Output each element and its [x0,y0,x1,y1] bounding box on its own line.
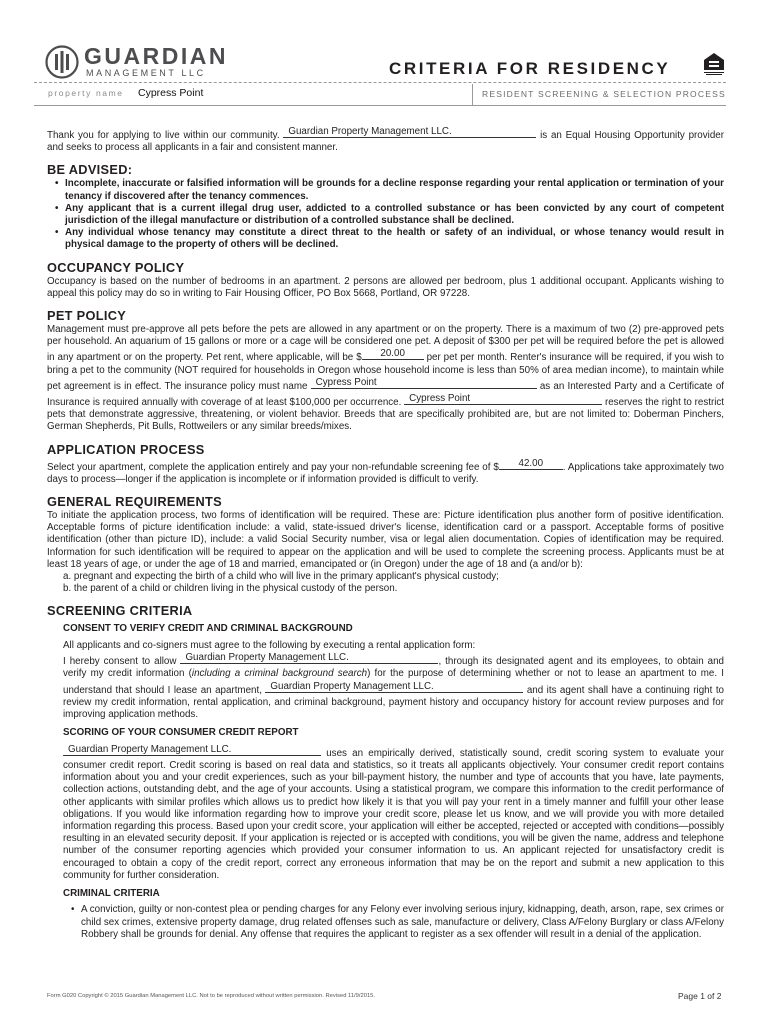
list-item: • Incomplete, inaccurate or falsified information will be grounds for a decline response regarding your rental application or termination of your tenancy if discovered after the tenancy commences. [65,178,724,202]
general-requirements-heading: GENERAL REQUIREMENTS [47,494,222,510]
credit-scoring-heading: SCORING OF YOUR CONSUMER CREDIT REPORT [63,727,299,739]
list-item: • Any individual whose tenancy may constitute a direct threat to the health or safety of an individual, or whose tenancy would result in physical damage to the property of others will be declined. [65,227,724,251]
consent-heading: CONSENT TO VERIFY CREDIT AND CRIMINAL BACKGROUND [63,623,353,635]
pet-rent-field[interactable]: 20.00 [362,348,424,360]
property-bar-divider [472,84,473,105]
requirement-item-a: a. pregnant and expecting the birth of a child who will live in the primary applicant's physical custody; [63,571,499,583]
equal-housing-icon [703,52,725,76]
insurance-party-field[interactable]: Cypress Point [311,377,537,389]
section-subtitle: RESIDENT SCREENING & SELECTION PROCESS [482,89,726,99]
be-advised-list [47,178,724,251]
pet-policy-heading: PET POLICY [47,308,127,324]
list-item: • A conviction, guilty or non-contest plea or pending charges for any Felony ever involving serious injury, kidnapping, death, arson, rape, sex crimes or child sex crimes, extensive property damage, drug related offenses such as sale, manufacture or delivery, Class A/Felony Burglary or class A/Felony Robbery shall be grounds for denial. Any offense that requires the applicant to register as a sex offender will result in a denial of the application. [81,904,724,941]
list-item: • Any applicant that is a current illegal drug user, addicted to a controlled substance or has been convicted by any court of competent jurisdiction of the illegal manufacture or distribution of a controlled substance shall be declined. [65,203,724,227]
consent-intro: All applicants and co-signers must agree to the following by executing a rental application form: [63,639,476,651]
company-name-field[interactable]: Guardian Property Management LLC. [283,126,536,138]
consent-company-field-2[interactable]: Guardian Property Management LLC. [265,681,523,693]
brand-subtitle: MANAGEMENT LLC [86,68,206,78]
page-number: Page 1 of 2 [678,991,722,1001]
criminal-criteria-list [63,904,724,941]
occupancy-heading: OCCUPANCY POLICY [47,259,185,275]
property-name-label: property name [48,88,124,98]
criminal-criteria-heading: CRIMINAL CRITERIA [63,887,160,899]
brand-name: GUARDIAN [84,43,228,69]
pet-restriction-party-field[interactable]: Cypress Point [404,393,602,405]
requirement-item-b: b. the parent of a child or children living in the physical custody of the person. [63,583,398,595]
document-title: CRITERIA FOR RESIDENCY [389,59,671,78]
scoring-company-field[interactable]: Guardian Property Management LLC. [63,744,321,756]
be-advised-heading: BE ADVISED: [47,162,133,178]
guardian-logo-icon [45,45,79,79]
screening-criteria-heading: SCREENING CRITERIA [47,603,193,619]
consent-text: I hereby consent to allow Guardian Property Management LLC. , through its designated agent and its employees, to obtain and verify my credit information (including a criminal background search) for the purpose of determining whether or not to lease an apartment to me. I understand that should I lease an apartment, Guardian Property Management LLC. and its agent shall have a continuing right to review my credit information, rental application, and criminal background, payment history and occupancy history for account review purposes and for improving application methods. [63,652,724,720]
occupancy-text: Occupancy is based on the number of bedrooms in an apartment. 2 persons are allowed per bedroom, plus 1 additional occupant. Applicants wishing to appeal this policy may do so in writing to Fair Housing Officer, PO Box 5668, Portland, OR 97228. [47,275,724,299]
credit-scoring-text: Guardian Property Management LLC. uses an empirically derived, statistically sound, credit scoring system to evaluate your consumer credit report. Credit scoring is based on real data and statistics, so it treats all applicants objectively. Your consumer credit report contains information about you and your credit experiences, such as your bill-payment history, the number and type of accounts that you have, late payments, collection actions, outstanding debt, and the age of your accounts. Using a statistical program, we compare this information to the credit performance of other applicants with similar profiles which allows us to predict how likely it is that you will pay your rent in a timely manner and fulfill your other lease obligations. If you would like information regarding how to improve your credit score, please let us know, and we will provide you with more detailed information regarding this process. Based upon your credit score, your application will either be accepted, rejected or accepted with conditions—possibly resulting in an elevated security deposit. If your application is rejected or is accepted with conditions, you will be given the name, address and telephone number of the consumer reporting agencies which provided your consumer information to us. An applicant rejected for unsatisfactory credit is encouraged to obtain a copy of the credit report, correct any erroneous information that may be on the report and submit a new application to this community for further consideration. [63,743,724,881]
document-body [47,126,724,941]
consent-company-field[interactable]: Guardian Property Management LLC. [180,652,438,664]
application-text: Select your apartment, complete the application entirely and pay your non-refundable screening fee of $ 42.00 . Applications take approximately two days to process—longer if the application is incomplete or if information provided is difficult to verify. [47,457,724,485]
footer-copyright: Form G020 Copyright © 2015 Guardian Management LLC. Not to be reproduced without written permission. Revised 11/9/2015. [47,993,375,999]
screening-fee-field[interactable]: 42.00 [499,458,563,470]
intro-paragraph: Thank you for applying to live within our community. Guardian Property Management LLC. is an Equal Housing Opportunity provider and seeks to process all applicants in a fair and consistent manner. [47,126,724,154]
general-requirements-text: To initiate the application process, two forms of identification will be required. These are: Picture identification plus another form of positive identification. Acceptable forms of picture identification include: a valid, state-issued driver's license, identification card or a passport. Acceptable forms of positive identification (other than picture ID), include: a valid Social Security number, visa or legal alien documentation. Copies of identification may be required. Information for such identification will be required to appear on the application and will be used to complete the screening process. Applicants must be at least 18 years of age, or under the age of 18 and married, emancipated or (in Oregon) under the age of 18 and (a and/or b): [47,510,724,570]
property-bar [34,84,726,106]
header-rule [34,82,726,83]
screening-section [47,619,724,941]
property-name-field[interactable]: Cypress Point [138,87,204,99]
application-heading: APPLICATION PROCESS [47,441,205,457]
pet-policy-text: Management must pre-approve all pets before the pets are allowed in any apartment or on the property. There is a maximum of two (2) pre-approved pets per household. An aquarium of 15 gallons or more or a cage will be considered one pet. A deposit of $300 per pet will be required before the pet is allowed in any apartment or on the property. Pet rent, where applicable, will be $ 20.00 per pet per month. Renter's insurance will be required, if you wish to bring a pet to the community (NOT required for households in Oregon whose household income is less than 50% of area median income), to maintain while pet agreement is in effect. The insurance policy must name Cypress Point as an Interested Party and a Certificate of Insurance is required annually with coverage of at least $100,000 per occurrence. Cypress Point reserves the right to restrict pets that demonstrate aggressive, threatening, or violent behavior. Breeds that are specifically prohibited are, but are not limited to: Doberman Pinchers, German Shepherds, Pit Bulls, Rottweilers or any similar breeds/mixes. [47,324,724,433]
